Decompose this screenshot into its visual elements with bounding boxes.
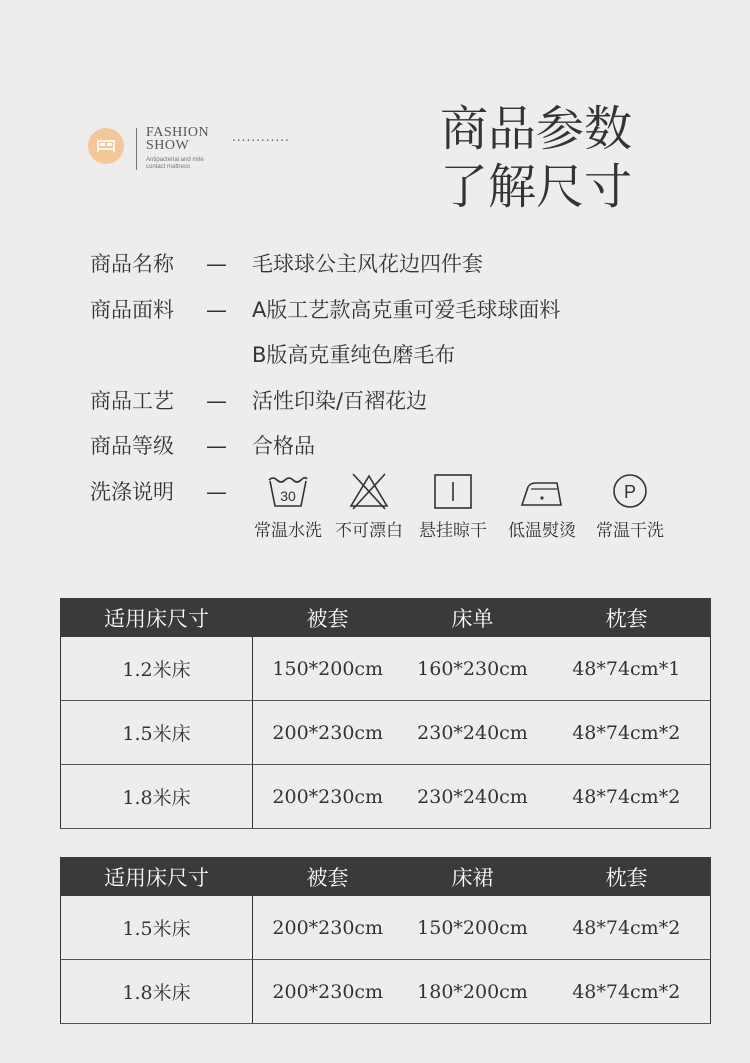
table-cell: 48*74cm*2 bbox=[543, 765, 711, 829]
wash-temp-symbol: 30 bbox=[280, 488, 296, 504]
table-cell: 48*74cm*1 bbox=[543, 637, 711, 701]
brand-logo bbox=[88, 126, 308, 176]
table-cell: 48*74cm*2 bbox=[543, 896, 711, 960]
table-cell: 1.8米床 bbox=[61, 960, 253, 1024]
table-cell: 160*230cm bbox=[403, 637, 543, 701]
brand-name bbox=[146, 126, 209, 152]
info-value: 活性印染/百褶花边 bbox=[252, 388, 428, 413]
table-row bbox=[61, 701, 711, 765]
table-row bbox=[61, 960, 711, 1024]
info-label: 洗涤说明 bbox=[90, 479, 174, 504]
care-item bbox=[324, 472, 414, 541]
table-header-row bbox=[61, 858, 711, 896]
brand-tagline-line1: Antipacterial and mite bbox=[146, 157, 204, 163]
table-header-cell: 被套 bbox=[253, 599, 403, 637]
care-item bbox=[243, 472, 333, 541]
table-header-cell: 适用床尺寸 bbox=[61, 858, 253, 896]
info-value: 毛球球公主风花边四件套 bbox=[252, 252, 483, 276]
info-label: 商品面料 bbox=[90, 297, 174, 322]
care-item bbox=[497, 472, 587, 541]
info-label: 商品名称 bbox=[90, 252, 174, 276]
table-cell: 150*200cm bbox=[403, 896, 543, 960]
brand-name-line2: SHOW bbox=[146, 138, 190, 153]
table-cell: 230*240cm bbox=[403, 765, 543, 829]
care-label: 常温干洗 bbox=[596, 521, 664, 541]
care-item bbox=[408, 472, 498, 541]
info-value: 合格品 bbox=[252, 434, 315, 458]
care-label: 常温水洗 bbox=[254, 521, 322, 541]
brand-tagline bbox=[146, 157, 226, 171]
info-value: B版高克重纯色磨毛布 bbox=[252, 343, 456, 367]
info-label: 商品工艺 bbox=[90, 388, 174, 413]
page-title-line1: 商品参数 bbox=[440, 101, 633, 157]
dry-clean-symbol: P bbox=[623, 482, 637, 502]
table-cell: 48*74cm*2 bbox=[543, 701, 711, 765]
table-cell: 200*230cm bbox=[253, 701, 403, 765]
table-cell: 150*200cm bbox=[253, 637, 403, 701]
bed-icon bbox=[88, 128, 124, 164]
care-instructions bbox=[243, 472, 683, 542]
table-cell: 200*230cm bbox=[253, 896, 403, 960]
brand-divider bbox=[136, 128, 137, 170]
brand-dots: ............ bbox=[232, 130, 290, 144]
care-label: 悬挂晾干 bbox=[419, 521, 487, 541]
care-label: 低温熨烫 bbox=[508, 521, 576, 541]
table-cell: 200*230cm bbox=[253, 765, 403, 829]
size-table-sheet bbox=[60, 598, 711, 829]
table-header-cell: 床裙 bbox=[403, 858, 543, 896]
info-dash: — bbox=[206, 388, 227, 413]
table-header-row bbox=[61, 599, 711, 637]
brand-tagline-line2: contact mattress bbox=[146, 164, 191, 170]
size-table-skirt bbox=[60, 857, 711, 1024]
table-row bbox=[61, 765, 711, 829]
info-dash: — bbox=[206, 479, 227, 504]
hang-dry-icon bbox=[431, 472, 475, 510]
wash-30-icon bbox=[266, 472, 310, 510]
table-header-cell: 枕套 bbox=[543, 599, 711, 637]
info-dash: — bbox=[206, 434, 227, 458]
table-header-cell: 枕套 bbox=[543, 858, 711, 896]
table-cell: 200*230cm bbox=[253, 960, 403, 1024]
info-dash: — bbox=[206, 297, 227, 322]
table-cell: 1.5米床 bbox=[61, 896, 253, 960]
dry-clean-icon bbox=[608, 472, 652, 510]
table-row bbox=[61, 896, 711, 960]
care-item bbox=[585, 472, 675, 541]
care-label: 不可漂白 bbox=[335, 521, 403, 541]
info-value: A版工艺款高克重可爱毛球球面料 bbox=[252, 297, 561, 322]
page-title-line2: 了解尺寸 bbox=[440, 159, 633, 215]
table-cell: 230*240cm bbox=[403, 701, 543, 765]
table-cell: 1.5米床 bbox=[61, 701, 253, 765]
brand-name-line1: FASHION bbox=[146, 125, 210, 140]
table-header-cell: 被套 bbox=[253, 858, 403, 896]
low-iron-icon bbox=[519, 472, 565, 510]
table-row bbox=[61, 637, 711, 701]
table-header-cell: 适用床尺寸 bbox=[61, 599, 253, 637]
table-cell: 48*74cm*2 bbox=[543, 960, 711, 1024]
table-cell: 1.8米床 bbox=[61, 765, 253, 829]
table-header-cell: 床单 bbox=[403, 599, 543, 637]
table-cell: 180*200cm bbox=[403, 960, 543, 1024]
no-bleach-icon bbox=[347, 472, 391, 510]
info-dash: — bbox=[206, 252, 227, 276]
table-cell: 1.2米床 bbox=[61, 637, 253, 701]
page-title bbox=[440, 100, 632, 216]
info-label: 商品等级 bbox=[90, 434, 174, 458]
